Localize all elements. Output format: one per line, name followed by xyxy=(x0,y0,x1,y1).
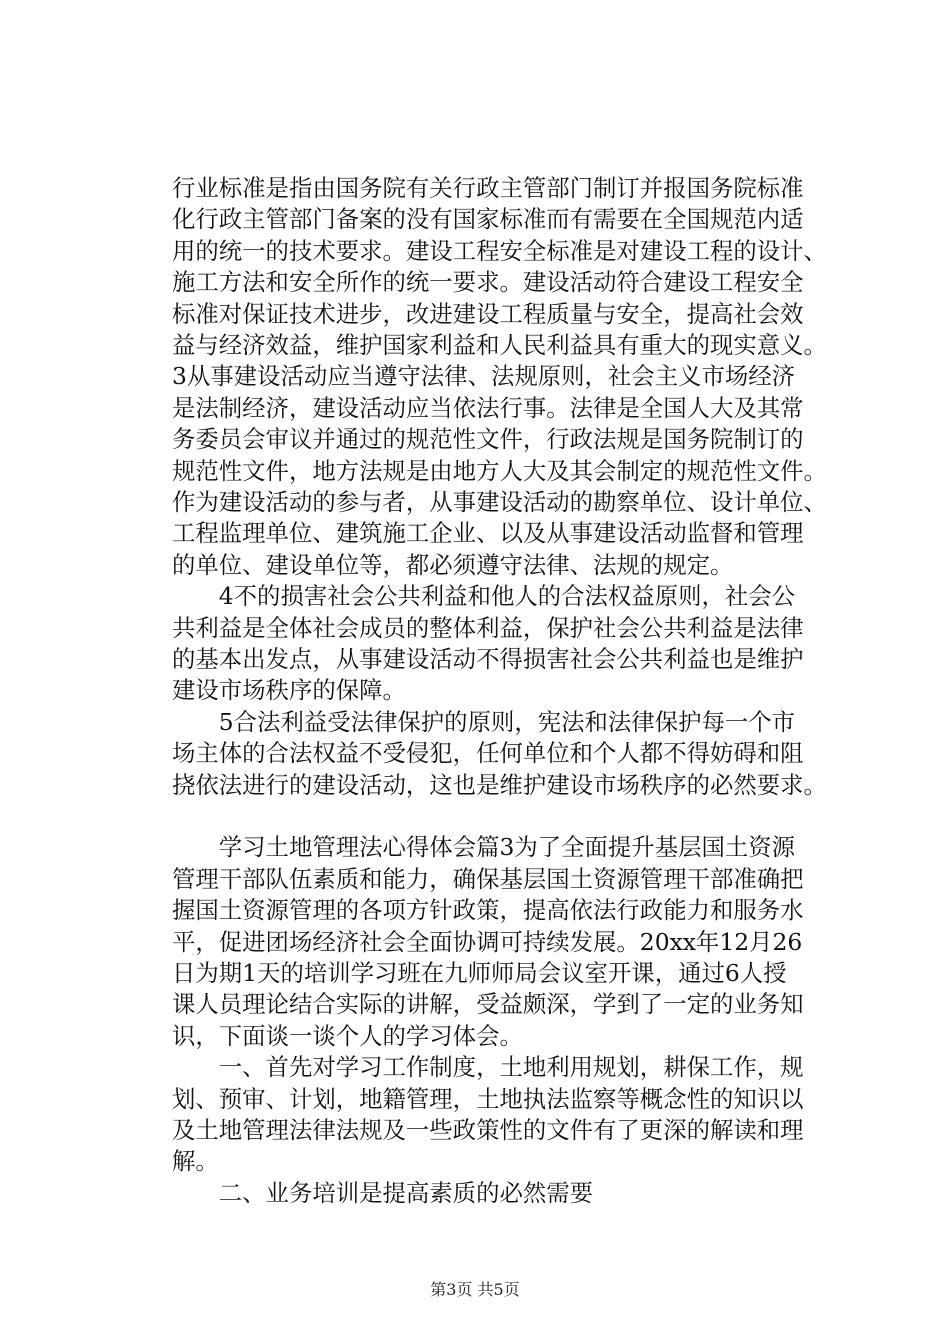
text-line: 识，下面谈一谈个人的学习体会。 xyxy=(172,1021,523,1050)
text-line: 日为期1天的培训学习班在九师师局会议室开课，通过6人授 xyxy=(172,959,787,987)
text-line xyxy=(172,800,862,832)
text-line: 标准对保证技术进步，改进建设工程质量与安全，提高社会效 xyxy=(172,299,804,328)
text-line: 用的统一的技术要求。建设工程安全标准是对建设工程的设计、 xyxy=(172,236,827,265)
text-line: 行业标准是指由国务院有关行政主管部门制订并报国务院标准 xyxy=(172,174,804,202)
text-line: 是法制经济，建设活动应当依法行事。法律是全国人大及其常 xyxy=(172,393,804,422)
text-line: 益与经济效益，维护国家利益和人民利益具有重大的现实意义。 xyxy=(172,331,827,359)
text-line: 挠依法进行的建设活动，这也是维护建设市场秩序的必然要求。 xyxy=(172,770,827,799)
text-line: 建设市场秩序的保障。 xyxy=(172,676,406,705)
text-line: 的基本出发点，从事建设活动不得损害社会公共利益也是维护 xyxy=(172,645,804,673)
text-line: 4不的损害社会公共利益和他人的合法权益原则，社会公 xyxy=(172,582,796,611)
text-line: 一、首先对学习工作制度，土地利用规划，耕保工作，规 xyxy=(172,1053,804,1082)
text-line: 解。 xyxy=(172,1147,219,1176)
text-line: 共利益是全体社会成员的整体利益，保护社会公共利益是法律 xyxy=(172,613,804,642)
text-line: 的单位、建设单位等，都必须遵守法律、法规的规定。 xyxy=(172,550,734,579)
text-line: 平，促进团场经济社会全面协调可持续发展。20xx年12月26 xyxy=(172,927,803,956)
text-line: 务委员会审议并通过的规范性文件，行政法规是国务院制订的 xyxy=(172,425,804,454)
text-line: 施工方法和安全所作的统一要求。建设活动符合建设工程安全 xyxy=(172,268,804,297)
text-line: 5合法利益受法律保护的原则，宪法和法律保护每一个市 xyxy=(172,707,796,736)
text-line: 及土地管理法律法规及一些政策性的文件有了更深的解读和理 xyxy=(172,1116,804,1144)
page-footer: 第3页 共5页 xyxy=(430,1280,520,1299)
text-line: 二、业务培训是提高素质的必然需要 xyxy=(172,1178,594,1207)
text-line: 握国土资源管理的各项方针政策，提高依法行政能力和服务水 xyxy=(172,896,804,925)
text-line: 场主体的合法权益不受侵犯，任何单位和个人都不得妨碍和阻 xyxy=(172,739,804,768)
text-line: 划、预审、计划，地籍管理，土地执法监察等概念性的知识以 xyxy=(172,1084,804,1113)
text-line: 管理干部队伍素质和能力，确保基层国土资源管理干部准确把 xyxy=(172,864,804,893)
text-line: 规范性文件，地方法规是由地方人大及其会制定的规范性文件。 xyxy=(172,456,827,485)
text-line: 课人员理论结合实际的讲解，受益颇深，学到了一定的业务知 xyxy=(172,990,804,1019)
text-line: 作为建设活动的参与者，从事建设活动的勘察单位、设计单位、 xyxy=(172,488,827,516)
text-line: 学习土地管理法心得体会篇3为了全面提升基层国土资源 xyxy=(172,833,796,862)
text-line: 化行政主管部门备案的没有国家标准而有需要在全国规范内适 xyxy=(172,205,804,234)
text-line: 3从事建设活动应当遵守法律、法规原则，社会主义市场经济 xyxy=(172,362,796,391)
text-line: 工程监理单位、建筑施工企业、以及从事建设活动监督和管理 xyxy=(172,519,804,548)
